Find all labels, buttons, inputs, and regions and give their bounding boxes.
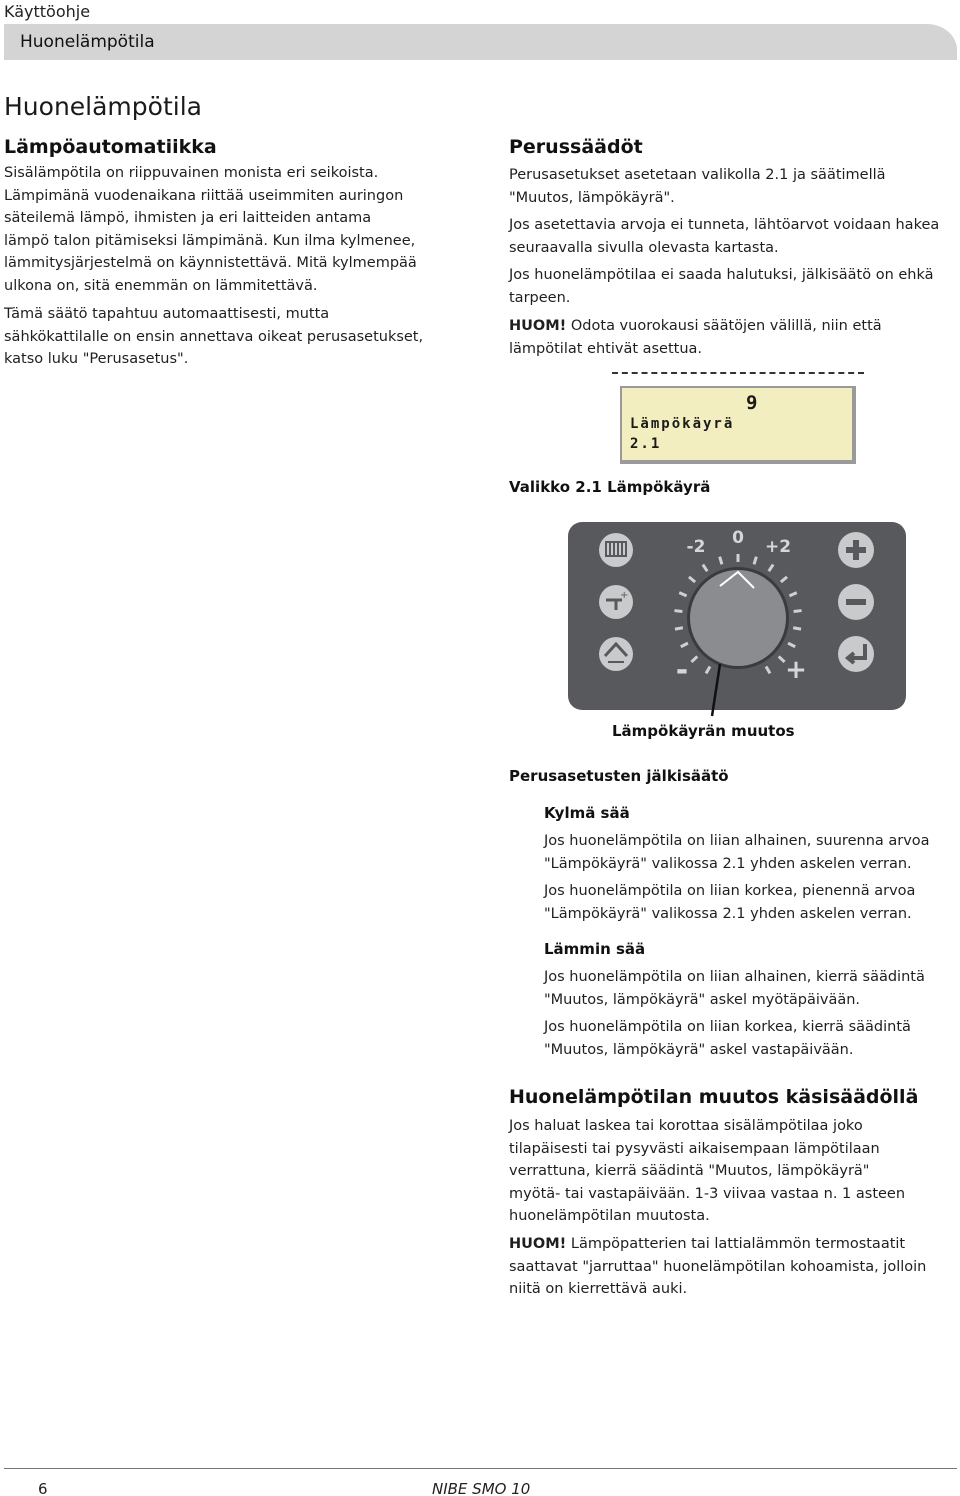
dial-tick (794, 611, 802, 612)
dial-label-minus: - (675, 653, 689, 688)
text-line: verrattuna, kierrä säädintä "Muutos, lämpökäyrä" (509, 1163, 870, 1179)
lcd-menu-number: 2.1 (630, 436, 662, 452)
paragraph-note-thermostats (509, 1233, 957, 1301)
paragraph-warm-high (544, 1016, 957, 1061)
paragraph-warm-low (544, 966, 957, 1011)
text-line: ulkona on, sitä enemmän on lämmitettävä. (4, 277, 318, 294)
text-line: "Muutos, lämpökäyrä" askel vastapäivään. (544, 1041, 854, 1058)
text-line: Lämpimänä vuodenaikana riittää useimmiten auringon (4, 187, 404, 204)
text-line: tarpeen. (509, 289, 571, 306)
radiator-icon (599, 533, 633, 567)
text-line: Jos huonelämpötila on liian korkea, kierrä säädintä (544, 1019, 911, 1035)
control-panel (568, 522, 906, 710)
dial-label-minus2: -2 (686, 537, 706, 557)
dial-label-plus2: +2 (764, 537, 792, 557)
heading-manual-change: Huonelämpötilan muutos käsisäädöllä (509, 1086, 919, 1108)
text-line: lämpö talon pitämiseksi lämpimänä. Kun ilma kylmenee, (4, 232, 416, 249)
curve-change-dial[interactable] (690, 570, 786, 666)
text-line: huonelämpötilan muutosta. (509, 1208, 710, 1224)
text-line: "Muutos, lämpökäyrä" askel myötäpäivään. (544, 991, 861, 1008)
note-text: Odota vuorokausi säätöjen välillä, niin että (566, 318, 882, 334)
text-line (509, 1233, 957, 1256)
text-line: Jos asetettavia arvoja ei tunneta, lähtöarvot voidaan hakea (509, 217, 940, 233)
text-line: "Lämpökäyrä" valikossa 2.1 yhden askelen verran. (544, 855, 912, 872)
dial-tick (793, 628, 801, 629)
text-line: Jos haluat laskea tai korottaa sisälämpötilaa joko (509, 1118, 863, 1134)
text-line: seuraavalla sivulla olevasta kartasta. (509, 239, 779, 256)
house-temperature-icon (599, 637, 633, 671)
dial-tick (674, 611, 682, 612)
minus-icon (846, 599, 866, 605)
paragraph-cold-high (544, 880, 957, 925)
text-line: "Lämpökäyrä" valikossa 2.1 yhden askelen verran. (544, 905, 912, 922)
note-label: HUOM! (509, 1236, 567, 1252)
lcd-dashed-guide (612, 372, 864, 374)
menu-caption: Valikko 2.1 Lämpökäyrä (509, 478, 711, 496)
note-text: Lämpöpatterien tai lattialämmön termostaatit (566, 1236, 906, 1252)
text-line: katso luku "Perusasetus". (4, 351, 189, 367)
heading-cold-weather: Kylmä sää (544, 804, 630, 822)
dial-tick (675, 628, 683, 629)
text-line: tilapäisesti tai pysyvästi aikaisempaan lämpötilaan (509, 1140, 880, 1157)
plus-button[interactable] (838, 532, 874, 568)
paragraph-note-wait (509, 315, 957, 360)
document-type-label: Käyttöohje (4, 2, 91, 21)
text-line: Jos huonelämpötilaa ei saada halutuksi, jälkisäätö on ehkä (509, 267, 934, 283)
dial-label-plus: + (785, 655, 807, 685)
heading-warm-weather: Lämmin sää (544, 940, 646, 958)
text-line: sähkökattilalle on ensin annettava oikeat perusasetukset, (4, 328, 424, 345)
dial-label-zero: 0 (732, 528, 744, 548)
paragraph-cold-low (544, 830, 957, 875)
text-line: Jos huonelämpötila on liian korkea, pienennä arvoa (544, 883, 916, 899)
text-line: Sisälämpötila on riippuvainen monista eri seikoista. (4, 165, 379, 181)
text-line: niitä on kierrettävä auki. (509, 1281, 688, 1297)
page-title: Huonelämpötila (4, 92, 202, 121)
footer-divider (4, 1468, 957, 1469)
lcd-display (620, 386, 856, 464)
text-line: Jos huonelämpötila on liian alhainen, suurenna arvoa (544, 833, 930, 849)
text-line (509, 315, 957, 338)
hot-water-tap-icon (599, 585, 633, 619)
text-line: lämmitysjärjestelmä on käynnistettävä. Mitä kylmempää (4, 255, 417, 271)
text-line: Jos huonelämpötila on liian alhainen, kierrä säädintä (544, 969, 925, 985)
paragraph-start-values (509, 214, 957, 259)
paragraph-automation-settings (4, 303, 474, 371)
text-line: Tämä säätö tapahtuu automaattisesti, mutta (4, 306, 330, 322)
enter-button[interactable] (838, 636, 874, 672)
section-header-title: Huonelämpötila (20, 32, 155, 52)
svg-text:+: + (620, 590, 629, 601)
text-line: säteilemä lämpö, ihmisten ja eri laitteiden antama (4, 210, 372, 226)
text-line: myötä- tai vastapäivään. 1-3 viivaa vastaa n. 1 asteen (509, 1185, 906, 1202)
text-line: "Muutos, lämpökäyrä". (509, 189, 675, 206)
footer-product-name: NIBE SMO 10 (432, 1480, 531, 1496)
text-line: saattavat "jarruttaa" huonelämpötilan kohoamista, jolloin (509, 1258, 927, 1275)
paragraph-manual-change (509, 1115, 957, 1228)
heading-fine-tuning: Perusasetusten jälkisäätö (509, 767, 729, 785)
lcd-menu-name: Lämpökäyrä (630, 416, 735, 432)
paragraph-automation-intro (4, 162, 474, 297)
lcd-value: 9 (746, 392, 758, 414)
minus-button[interactable] (838, 584, 874, 620)
dial-caption: Lämpökäyrän muutos (612, 722, 795, 740)
heading-automation: Lämpöautomatiikka (4, 136, 217, 158)
page-number: 6 (38, 1480, 48, 1496)
section-header-bar (4, 24, 957, 60)
heading-basic-settings: Perussäädöt (509, 136, 643, 158)
text-line: lämpötilat ehtivät asettua. (509, 340, 703, 357)
paragraph-basic-settings (509, 164, 957, 209)
note-label: HUOM! (509, 318, 567, 334)
text-line: Perusasetukset asetetaan valikolla 2.1 ja säätimellä (509, 167, 886, 183)
dial-pointer-arrow (690, 660, 730, 720)
paragraph-fine-tuning-need (509, 264, 957, 309)
plus-icon-bar (853, 540, 859, 560)
